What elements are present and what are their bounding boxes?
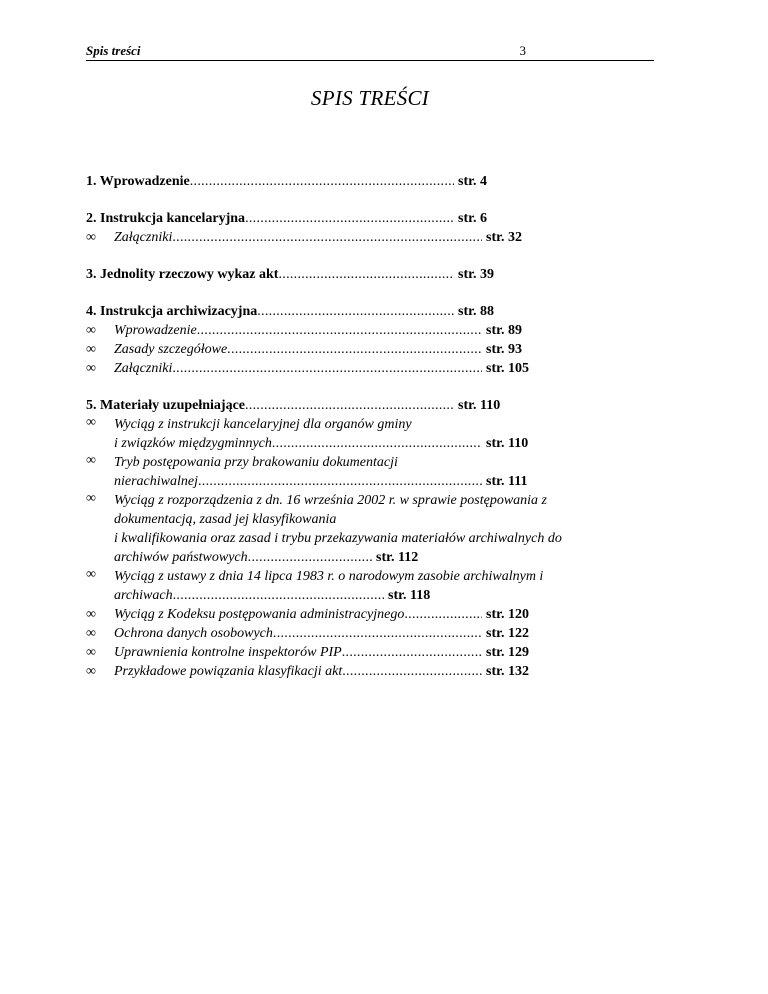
toc-subentry-label: Przykładowe powiązania klasyfikacji akt: [114, 664, 343, 679]
toc-subentry-page: str. 118: [388, 588, 431, 603]
toc-subentry-label: Wyciąg z instrukcji kancelaryjnej dla organów gminy: [114, 417, 412, 432]
toc-entry: [86, 172, 506, 191]
infinity-bullet-icon: ∞: [86, 626, 96, 641]
toc-subentry-page: str. 89: [486, 323, 523, 338]
toc-section-3: [86, 265, 646, 284]
infinity-bullet-icon: ∞: [86, 323, 96, 338]
toc-subentry-label: Wprowadzenie: [114, 323, 197, 338]
toc-subentry-page: str. 129: [486, 645, 530, 660]
leader-dots: [273, 624, 482, 643]
toc-subentry-label: Załączniki: [114, 230, 173, 245]
toc-subentry-label: Uprawnienia kontrolne inspektorów PIP: [114, 645, 342, 660]
toc-subentry-label: Wyciąg z rozporządzenia z dn. 16 września 2002 r. w sprawie postępowania z: [114, 493, 548, 508]
infinity-bullet-icon: ∞: [86, 230, 96, 245]
toc-subentry-last-line: [114, 434, 534, 453]
toc-subentry-label: archiwach: [114, 588, 173, 603]
toc-subentry: [86, 415, 646, 453]
toc-entry-label: 4. Instrukcja archiwizacyjna: [86, 304, 258, 319]
infinity-bullet-icon: ∞: [86, 361, 96, 376]
toc-subentry-label: i kwalifikowania oraz zasad i trybu przekazywania materiałów archiwalnych do: [114, 531, 562, 546]
toc-subentry: [86, 491, 646, 567]
infinity-bullet-icon: ∞: [86, 607, 96, 622]
leader-dots: [257, 302, 454, 321]
toc-subentry-page: str. 111: [486, 474, 528, 489]
toc-entry-label: 5. Materiały uzupełniające: [86, 398, 246, 413]
page-title: SPIS TREŚCI: [310, 86, 430, 110]
table-of-contents: [86, 172, 646, 699]
page-number: 3: [519, 43, 526, 58]
toc-subentry: [86, 624, 534, 643]
toc-subentry-page: str. 93: [486, 342, 523, 357]
leader-dots: [272, 434, 482, 453]
leader-dots: [172, 359, 482, 378]
toc-subentry: [86, 228, 534, 247]
toc-subentry: [86, 643, 534, 662]
toc-subentry: [86, 321, 534, 340]
toc-section-2: [86, 209, 646, 247]
leader-dots: [172, 228, 482, 247]
leader-dots: [248, 548, 372, 567]
toc-entry-page: str. 6: [458, 211, 488, 226]
toc-subentry-label: archiwów państwowych: [114, 550, 248, 565]
leader-dots: [245, 396, 454, 415]
infinity-bullet-icon: ∞: [86, 415, 96, 430]
toc-entry-page: str. 88: [458, 304, 495, 319]
toc-subentry-last-line: [114, 586, 436, 605]
toc-subentry-page: str. 32: [486, 230, 523, 245]
toc-subentry-label: i związków międzygminnych: [114, 436, 272, 451]
leader-dots: [197, 321, 482, 340]
toc-subentry: [86, 359, 534, 378]
infinity-bullet-icon: ∞: [86, 567, 96, 582]
toc-subentry-label: nierachiwalnej: [114, 474, 198, 489]
toc-entry-label: 1. Wprowadzenie: [86, 174, 190, 189]
toc-entry: [86, 396, 506, 415]
toc-section-4: [86, 302, 646, 378]
toc-subentry-label: Tryb postępowania przy brakowaniu dokumentacji: [114, 455, 398, 470]
header-title: Spis treści: [86, 43, 141, 58]
toc-entry: [86, 302, 506, 321]
leader-dots: [198, 472, 482, 491]
toc-subentry-page: str. 112: [376, 550, 419, 565]
leader-dots: [227, 340, 482, 359]
toc-subentry-label: Wyciąg z ustawy z dnia 14 lipca 1983 r. o narodowym zasobie archiwalnym i: [114, 569, 544, 584]
infinity-bullet-icon: ∞: [86, 491, 96, 506]
toc-entry-page: str. 110: [458, 398, 501, 413]
toc-subentry-label: Zasady szczegółowe: [114, 342, 228, 357]
toc-subentry-label: Wyciąg z Kodeksu postępowania administracyjnego: [114, 607, 405, 622]
toc-subentry-label: Ochrona danych osobowych: [114, 626, 273, 641]
leader-dots: [342, 643, 482, 662]
toc-subentry-last-line: [114, 472, 534, 491]
leader-dots: [190, 172, 454, 191]
toc-entry-page: str. 39: [458, 267, 495, 282]
toc-section-1: [86, 172, 646, 191]
toc-subentry-page: str. 105: [486, 361, 530, 376]
toc-entry: [86, 209, 506, 228]
toc-subentry-page: str. 120: [486, 607, 530, 622]
infinity-bullet-icon: ∞: [86, 664, 96, 679]
toc-entry-label: 3. Jednolity rzeczowy wykaz akt: [86, 267, 279, 282]
toc-subentry: [86, 340, 534, 359]
toc-subentry-label: Załączniki: [114, 361, 173, 376]
running-header: [86, 42, 654, 61]
leader-dots: [245, 209, 454, 228]
infinity-bullet-icon: ∞: [86, 645, 96, 660]
toc-subentry-page: str. 110: [486, 436, 529, 451]
toc-subentry-label: dokumentacją, zasad jej klasyfikowania: [114, 512, 337, 527]
infinity-bullet-icon: ∞: [86, 453, 96, 468]
infinity-bullet-icon: ∞: [86, 342, 96, 357]
leader-dots: [404, 605, 482, 624]
toc-subentry: [86, 453, 646, 491]
toc-entry-page: str. 4: [458, 174, 488, 189]
toc-entry: [86, 265, 506, 284]
leader-dots: [278, 265, 454, 284]
leader-dots: [342, 662, 482, 681]
leader-dots: [173, 586, 384, 605]
toc-subentry: [86, 605, 534, 624]
toc-subentry: [86, 567, 646, 605]
toc-section-5: [86, 396, 646, 681]
toc-subentry: [86, 662, 534, 681]
toc-subentry-page: str. 122: [486, 626, 530, 641]
toc-entry-label: 2. Instrukcja kancelaryjna: [86, 211, 246, 226]
toc-subentry-page: str. 132: [486, 664, 530, 679]
toc-subentry-last-line: [114, 548, 424, 567]
